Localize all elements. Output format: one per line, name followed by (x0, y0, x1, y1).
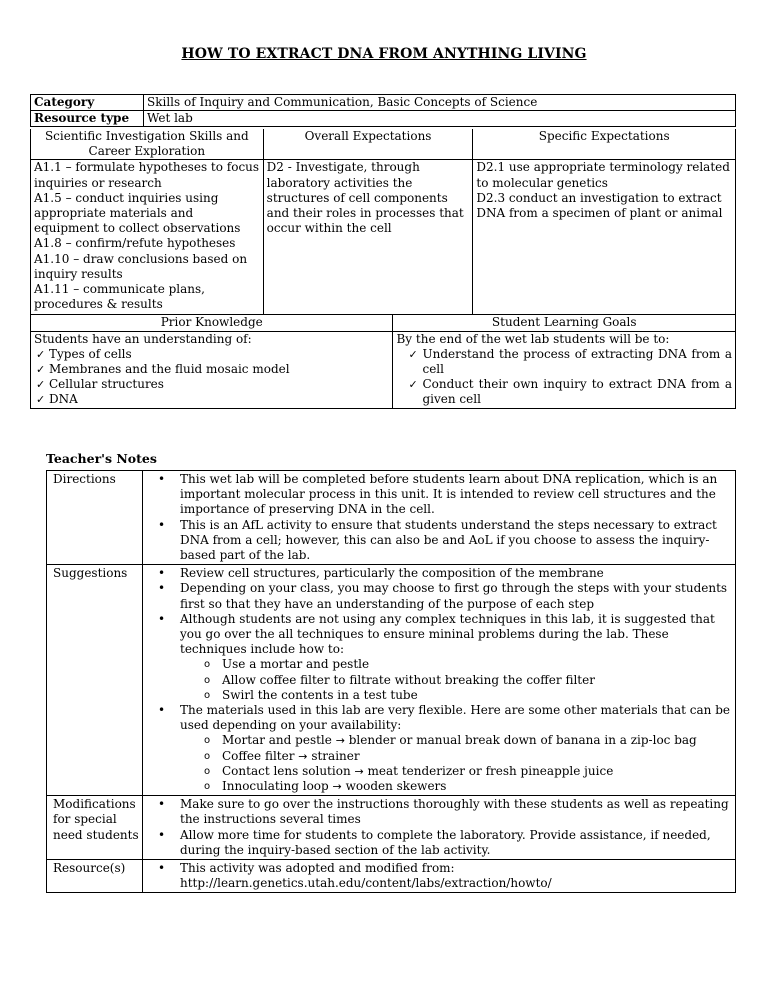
list-item (158, 472, 732, 518)
category-value: Skills of Inquiry and Communication, Basic Concepts of Science (144, 95, 736, 111)
info-table (30, 94, 736, 127)
modifications-label: Modifications for special need students (47, 796, 143, 860)
document-title: HOW TO EXTRACT DNA FROM ANYTHING LIVING (181, 46, 587, 62)
skill-item: A1.11 – communicate plans, procedures & results (34, 282, 205, 312)
learning-goals-intro: By the end of the wet lab students will be to: (396, 331, 670, 346)
list-item (34, 392, 389, 407)
list-item-text: Cellular structures (49, 377, 164, 392)
material-from: Coffee filter (222, 748, 295, 763)
prior-knowledge-list (34, 347, 389, 408)
list-item (158, 861, 732, 891)
resources-row (47, 860, 736, 893)
material-from: Innoculating loop (222, 779, 329, 794)
material-to: wooden skewers (345, 779, 447, 794)
teacher-notes-heading: Teacher's Notes (46, 451, 157, 466)
sub-list-item (204, 733, 732, 748)
sub-list-item (204, 779, 732, 794)
directions-list (146, 472, 732, 563)
expectations-body-row (31, 160, 736, 315)
material-to: blender or manual break down of banana in a zip-loc bag (348, 733, 697, 748)
skills-cell (31, 160, 264, 315)
arrow-icon: → (332, 780, 342, 794)
list-item-text: Make sure to go over the instructions thoroughly with these students as well as repeating the instructions several times (180, 797, 729, 827)
list-item-text: Membranes and the fluid mosaic model (49, 362, 290, 377)
list-item-text: Allow more time for students to complete the laboratory. Provide assistance, if needed, during the inquiry-based section of the lab activity. (180, 827, 711, 857)
sub-list-item (204, 657, 732, 672)
directions-label: Directions (47, 471, 143, 565)
check-icon: ✓ (36, 347, 46, 361)
list-item (158, 703, 732, 733)
bullet-icon: • (158, 703, 166, 718)
overall-header: Overall Expectations (263, 129, 473, 160)
suggestions-row (47, 565, 736, 796)
check-icon: ✓ (36, 393, 46, 407)
sub-bullet-icon: o (204, 781, 211, 793)
list-item-text: Use a mortar and pestle (222, 657, 370, 672)
sub-bullet-icon: o (204, 674, 211, 686)
list-item (158, 797, 732, 827)
knowledge-body-row (31, 331, 736, 408)
skill-item: A1.1 – formulate hypotheses to focus inquiries or research (34, 160, 260, 190)
prior-knowledge-intro: Students have an understanding of: (34, 331, 252, 346)
list-item (158, 581, 732, 611)
prior-knowledge-header: Prior Knowledge (31, 315, 393, 331)
sub-bullet-icon: o (204, 735, 211, 747)
list-item (158, 566, 732, 581)
modifications-cell (143, 796, 736, 860)
sub-list-item (204, 764, 732, 779)
material-from: Contact lens solution (222, 763, 351, 778)
specific-item: D2.1 use appropriate terminology related to molecular genetics (476, 160, 730, 190)
knowledge-header-row (31, 315, 736, 331)
resources-list (146, 861, 732, 891)
bullet-icon: • (158, 861, 166, 876)
check-icon: ✓ (36, 363, 46, 377)
directions-row (47, 471, 736, 565)
overall-expectation: D2 - Investigate, through laboratory activities the structures of cell components and their roles in processes that occur within the cell (266, 160, 464, 236)
learning-goals-header: Student Learning Goals (393, 315, 736, 331)
list-item (34, 347, 389, 362)
skills-header: Scientific Investigation Skills and Career Exploration (31, 129, 264, 160)
resources-label: Resource(s) (47, 860, 143, 893)
suggestions-list (146, 566, 732, 794)
list-item (158, 612, 732, 658)
sub-list-item (204, 749, 732, 764)
arrow-icon: → (335, 734, 345, 748)
skill-item: A1.5 – conduct inquiries using appropriate materials and equipment to collect observations (34, 190, 241, 236)
resources-cell (143, 860, 736, 893)
sub-bullet-icon: o (204, 659, 211, 671)
bullet-icon: • (158, 517, 166, 532)
learning-goals-cell (393, 331, 736, 408)
list-item (34, 362, 389, 377)
list-item-text: DNA (49, 392, 78, 407)
learning-goals-list (396, 347, 732, 408)
list-item (396, 377, 732, 407)
list-item (34, 377, 389, 392)
resource-row (31, 111, 736, 127)
suggestions-label: Suggestions (47, 565, 143, 796)
prior-knowledge-cell (31, 331, 393, 408)
modifications-list (146, 797, 732, 858)
directions-cell (143, 471, 736, 565)
specific-cell (473, 160, 736, 315)
list-item-text: Swirl the contents in a test tube (222, 687, 418, 702)
resource-text: This activity was adopted and modified from: (180, 861, 455, 876)
specific-item: D2.3 conduct an investigation to extract DNA from a specimen of plant or animal (476, 190, 723, 221)
list-item-text: The materials used in this lab are very flexible. Here are some other materials that can be used depending on your availability: (180, 703, 731, 733)
teacher-notes-table (46, 470, 736, 893)
check-icon: ✓ (408, 347, 418, 361)
resource-type-value: Wet lab (144, 111, 736, 127)
expectations-header-row (31, 129, 736, 160)
bullet-icon: • (158, 566, 166, 581)
list-item-text: Although students are not using any complex techniques in this lab, it is suggested that you go over the all techniques to ensure mininal problems during the lab. These techniques include how to: (180, 611, 715, 657)
category-row (31, 95, 736, 111)
list-item (158, 828, 732, 858)
check-icon: ✓ (36, 378, 46, 392)
list-item (158, 518, 732, 564)
skill-item: A1.10 – draw conclusions based on inquiry results (34, 251, 248, 281)
bullet-icon: • (158, 611, 166, 626)
modifications-row (47, 796, 736, 860)
list-item-text: Understand the process of extracting DNA from a cell (422, 346, 732, 377)
overall-cell (263, 160, 473, 315)
bullet-icon: • (158, 827, 166, 842)
bullet-icon: • (158, 472, 166, 486)
sub-bullet-icon: o (204, 765, 211, 777)
sub-list-item (204, 673, 732, 688)
list-item (396, 347, 732, 377)
arrow-icon: → (298, 749, 308, 763)
list-item-text: Conduct their own inquiry to extract DNA from a given cell (422, 377, 732, 407)
check-icon: ✓ (408, 378, 418, 392)
sub-bullet-icon: o (204, 750, 211, 762)
list-item-text: This wet lab will be completed before students learn about DNA replication, which is an important molecular process in this unit. It is intended to review cell structures and the importance of preserving DNA in the cell. (180, 472, 718, 517)
resource-type-label: Resource type (31, 111, 144, 127)
skill-item: A1.8 – confirm/refute hypotheses (34, 236, 236, 251)
suggestions-cell (143, 565, 736, 796)
sub-bullet-icon: o (204, 689, 211, 701)
resource-url: http://learn.genetics.utah.edu/content/labs/extraction/howto/ (180, 876, 552, 891)
category-label: Category (31, 95, 144, 111)
list-item-text: Allow coffee filter to filtrate without breaking the coffer filter (222, 672, 595, 687)
list-item-text: Depending on your class, you may choose to first go through the steps with your students first so that they have an understanding of the purpose of each step (180, 581, 728, 611)
material-to: strainer (311, 748, 360, 763)
arrow-icon: → (354, 764, 364, 778)
expectations-table (30, 129, 736, 409)
bullet-icon: • (158, 797, 166, 812)
material-from: Mortar and pestle (222, 733, 332, 748)
bullet-icon: • (158, 581, 166, 596)
list-item-text: Review cell structures, particularly the composition of the membrane (180, 566, 604, 581)
list-item-text: Types of cells (49, 346, 132, 361)
specific-header: Specific Expectations (473, 129, 736, 160)
list-item-text: This is an AfL activity to ensure that students understand the steps necessary to extract DNA from a cell; however, this can also be and AoL if you choose to assess the inquiry-based part of the lab. (180, 517, 717, 563)
material-to: meat tenderizer or fresh pineapple juice (367, 763, 614, 778)
sub-list-item (204, 688, 732, 703)
